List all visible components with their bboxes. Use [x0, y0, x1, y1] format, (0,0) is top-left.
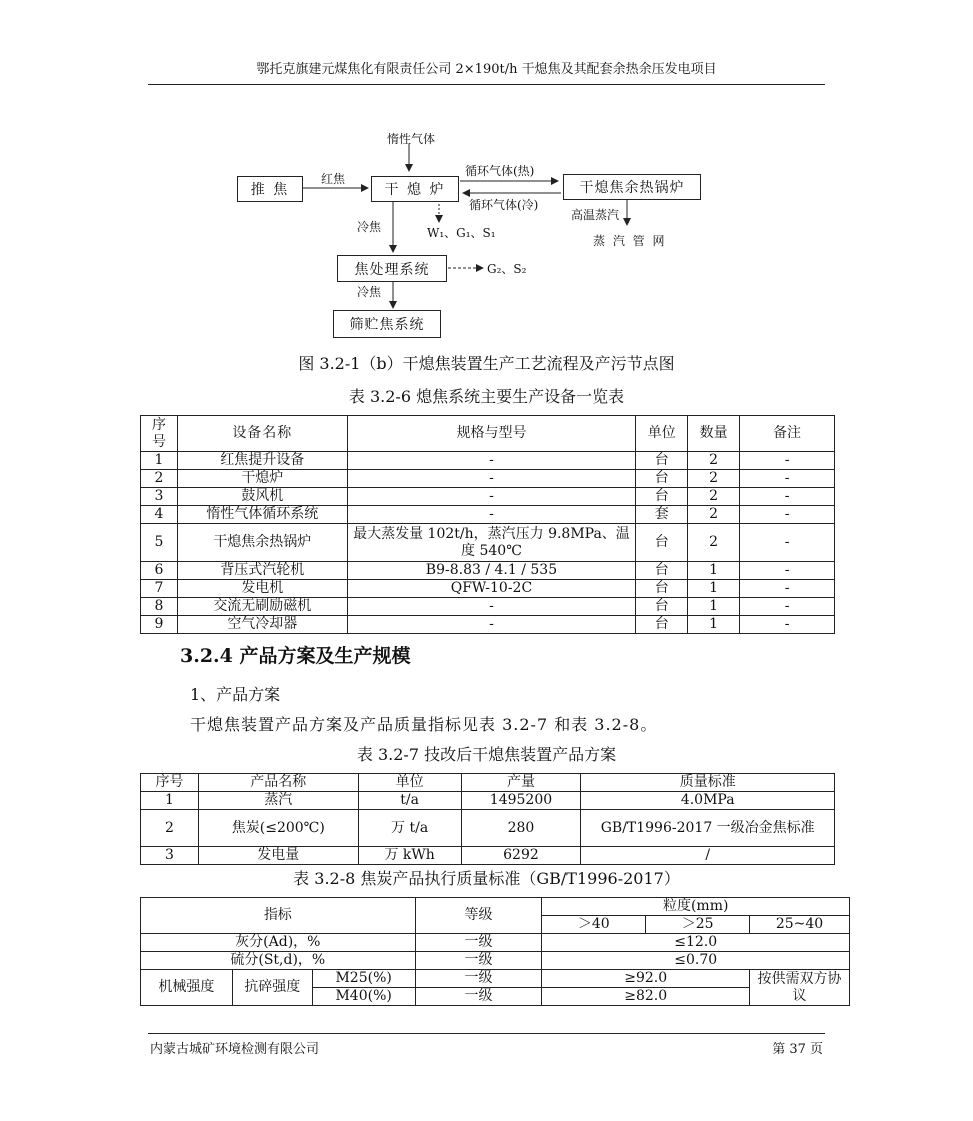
col-header: 产品名称	[198, 774, 358, 792]
page-header: 鄂托克旗建元煤焦化有限责任公司 2×190t/h 干熄焦及其配套余热余压发电项目	[256, 62, 717, 77]
cell: GB/T1996-2017 一级冶金焦标准	[581, 810, 835, 847]
cell: 2	[688, 524, 740, 562]
table2-caption: 表 3.2-7 技改后干熄焦装置产品方案	[356, 745, 617, 764]
cell: 焦炭(≤200℃)	[198, 810, 358, 847]
cell: 6	[141, 562, 178, 580]
cold-coke-label-2: 冷焦	[357, 285, 382, 299]
cell: 按供需双方协议	[750, 970, 850, 1006]
waste-heat-boiler-box: 干熄焦余热锅炉	[563, 174, 701, 200]
table-row	[141, 452, 835, 470]
cell: 1	[688, 616, 740, 634]
col-header: 设备名称	[177, 416, 347, 452]
table-header-row	[141, 416, 835, 452]
cell: QFW-10-2C	[347, 580, 636, 598]
cell: -	[740, 452, 835, 470]
footer-company: 内蒙古城矿环境检测有限公司	[150, 1042, 320, 1057]
cell: M40(%)	[312, 988, 415, 1006]
cell: 蒸汽	[198, 792, 358, 810]
product-plan-table	[140, 773, 835, 865]
table1-caption: 表 3.2-6 熄焦系统主要生产设备一览表	[348, 387, 625, 406]
cell: -	[740, 470, 835, 488]
cell: 5	[141, 524, 178, 562]
cell: 万 kWh	[358, 847, 461, 865]
emission-node-1: W₁、G₁、S₁	[427, 226, 496, 240]
cell: ≤12.0	[542, 934, 850, 952]
figure-caption: 图 3.2-1（b）干熄焦装置生产工艺流程及产污节点图	[298, 354, 675, 373]
cell: -	[347, 452, 636, 470]
high-temp-steam-label: 高温蒸汽	[571, 208, 620, 222]
cell: 3	[141, 488, 178, 506]
cell: 台	[636, 580, 688, 598]
cell: 2	[688, 488, 740, 506]
cell: t/a	[358, 792, 461, 810]
header-divider	[148, 84, 825, 85]
cell: -	[347, 598, 636, 616]
col-header: 质量标准	[581, 774, 835, 792]
col-header: 序号	[141, 774, 199, 792]
cell: 发电机	[177, 580, 347, 598]
cell: 灰分(Ad)，%	[141, 934, 416, 952]
footer-divider	[148, 1033, 825, 1034]
cell: 台	[636, 488, 688, 506]
table-row	[141, 598, 835, 616]
cell: -	[740, 506, 835, 524]
col-header: 备注	[740, 416, 835, 452]
steam-network-label: 蒸 汽 管 网	[593, 234, 667, 248]
table-row	[141, 488, 835, 506]
cell: -	[347, 488, 636, 506]
table-row	[141, 847, 835, 865]
cell: 抗碎强度	[232, 970, 312, 1006]
table-row	[141, 562, 835, 580]
circulating-gas-cold-label: 循环气体(冷)	[469, 198, 539, 212]
col-header: 指标	[141, 898, 416, 934]
cold-coke-label-1: 冷焦	[357, 220, 382, 234]
cell: 4	[141, 506, 178, 524]
table3-caption: 表 3.2-8 焦炭产品执行质量标准（GB/T1996-2017）	[293, 869, 680, 888]
cell: 1	[688, 598, 740, 616]
cell: -	[740, 616, 835, 634]
cell: /	[581, 847, 835, 865]
cell: -	[740, 580, 835, 598]
cell: -	[347, 506, 636, 524]
cell: ≥82.0	[542, 988, 750, 1006]
table-row	[141, 506, 835, 524]
col-header: 序号	[141, 416, 178, 452]
cell: 9	[141, 616, 178, 634]
cell: B9-8.83 / 4.1 / 535	[347, 562, 636, 580]
table-header-row	[141, 898, 850, 916]
cell: 空气冷却器	[177, 616, 347, 634]
push-coke-box: 推 焦	[237, 176, 303, 202]
cell: 1	[141, 452, 178, 470]
cell: 台	[636, 524, 688, 562]
table-row	[141, 616, 835, 634]
emission-node-2: G₂、S₂	[487, 262, 527, 276]
dry-quench-furnace-box: 干 熄 炉	[371, 176, 459, 202]
cell: 2	[688, 470, 740, 488]
col-header: 单位	[358, 774, 461, 792]
cell: 2	[141, 810, 199, 847]
cell: -	[740, 524, 835, 562]
cell: 7	[141, 580, 178, 598]
cell: 一级	[415, 934, 542, 952]
quality-standard-table	[140, 897, 850, 1006]
cell: 套	[636, 506, 688, 524]
cell: 2	[688, 506, 740, 524]
section-heading: 3.2.4 产品方案及生产规模	[180, 645, 411, 667]
cell: 惰性气体循环系统	[177, 506, 347, 524]
cell: 台	[636, 562, 688, 580]
col-header: 单位	[636, 416, 688, 452]
table-row	[141, 970, 850, 988]
cell: 1	[688, 562, 740, 580]
cell: -	[347, 616, 636, 634]
cell: 发电量	[198, 847, 358, 865]
screen-storage-box: 筛贮焦系统	[333, 310, 441, 338]
cell: 干熄炉	[177, 470, 347, 488]
col-header: 等级	[415, 898, 542, 934]
cell: 一级	[415, 952, 542, 970]
footer-page-number: 第 37 页	[772, 1042, 823, 1057]
cell: 台	[636, 616, 688, 634]
cell: 一级	[415, 970, 542, 988]
col-header: 规格与型号	[347, 416, 636, 452]
cell: -	[740, 562, 835, 580]
cell: 干熄焦余热锅炉	[177, 524, 347, 562]
coke-treatment-box: 焦处理系统	[337, 255, 447, 282]
inert-gas-label: 惰性气体	[387, 132, 436, 146]
cell: -	[740, 488, 835, 506]
cell: 4.0MPa	[581, 792, 835, 810]
table-row	[141, 810, 835, 847]
cell: 280	[461, 810, 581, 847]
cell: 红焦提升设备	[177, 452, 347, 470]
cell: 机械强度	[141, 970, 233, 1006]
col-header: ＞25	[646, 916, 750, 934]
red-coke-label: 红焦	[321, 172, 346, 186]
cell: ≤0.70	[542, 952, 850, 970]
cell: 3	[141, 847, 199, 865]
col-header: 粒度(mm)	[542, 898, 850, 916]
cell: 背压式汽轮机	[177, 562, 347, 580]
cell: 1495200	[461, 792, 581, 810]
cell: 6292	[461, 847, 581, 865]
table-row	[141, 792, 835, 810]
table-row	[141, 470, 835, 488]
equipment-table	[140, 415, 835, 634]
cell: 一级	[415, 988, 542, 1006]
cell: 1	[141, 792, 199, 810]
table-header-row	[141, 774, 835, 792]
cell: 台	[636, 452, 688, 470]
cell: 交流无刷励磁机	[177, 598, 347, 616]
col-header: 25~40	[750, 916, 850, 934]
table-row	[141, 524, 835, 562]
cell: 1	[688, 580, 740, 598]
cell: M25(%)	[312, 970, 415, 988]
col-header: 产量	[461, 774, 581, 792]
col-header: ＞40	[542, 916, 646, 934]
cell: -	[347, 470, 636, 488]
col-header: 数量	[688, 416, 740, 452]
cell: 8	[141, 598, 178, 616]
cell: 2	[688, 452, 740, 470]
circulating-gas-hot-label: 循环气体(热)	[465, 164, 535, 178]
cell: 硫分(St,d)，%	[141, 952, 416, 970]
cell: ≥92.0	[542, 970, 750, 988]
subsection-item: 1、产品方案	[190, 685, 281, 704]
cell: 鼓风机	[177, 488, 347, 506]
cell: 2	[141, 470, 178, 488]
table-row	[141, 580, 835, 598]
process-flow-diagram	[215, 118, 735, 343]
cell: 万 t/a	[358, 810, 461, 847]
cell: 最大蒸发量 102t/h，蒸汽压力 9.8MPa、温度 540℃	[347, 524, 636, 562]
cell: 台	[636, 598, 688, 616]
body-paragraph: 干熄焦装置产品方案及产品质量指标见表 3.2-7 和表 3.2-8。	[190, 715, 658, 734]
table-row	[141, 952, 850, 970]
cell: -	[740, 598, 835, 616]
cell: 台	[636, 470, 688, 488]
table-row	[141, 934, 850, 952]
